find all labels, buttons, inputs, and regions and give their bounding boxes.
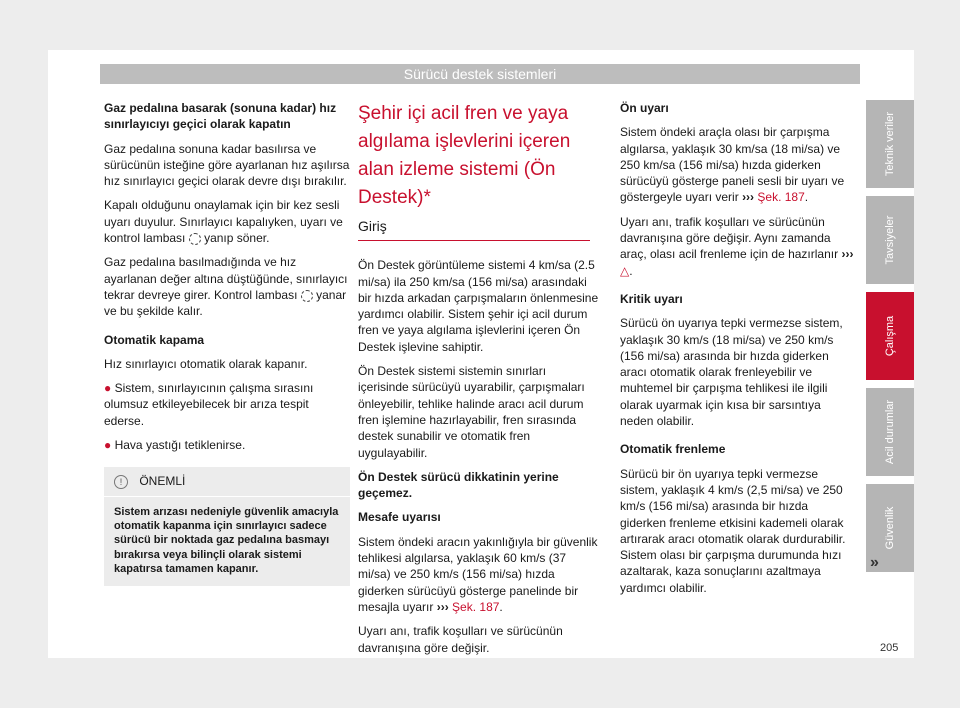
tab-emergencies[interactable]: Acil durumlar: [866, 388, 914, 476]
list-item: ● Hava yastığı tetiklenirse.: [104, 438, 246, 453]
paragraph: Ön Destek görüntüleme sistemi 4 km/sa (2.5 mi/sa) ila 250 km/sa (156 mi/sa) arasındaki bir hızda arkadan çarpışmaların önlenmesine yardımcı olabilir. Sistem şehir içi acil durum fren ve yaya algılama işlevlerini içeren Ön Destek işlevine sahiptir.: [358, 258, 599, 354]
heading-auto-braking: Otomatik frenleme: [620, 442, 726, 457]
figure-reference-link[interactable]: Şek. 187: [757, 190, 805, 205]
continue-arrow-icon: »: [870, 554, 879, 571]
page-number: 205: [880, 642, 899, 654]
column-right: [620, 100, 856, 604]
heading-auto-off: Otomatik kapama: [104, 332, 205, 347]
section-subtitle: Giriş: [358, 218, 387, 234]
notice-body: Sistem arızası nedeniyle güvenlik amacıyla otomatik kapanma için sınırlayıcı sadece sürücü bir noktada gaz pedalına basmayı bırakırsa veya bilinçli olarak sistemi kapatırsa tamamen kapanır.: [114, 505, 339, 575]
paragraph: Sistem öndeki araçla olası bir çarpışma algılarsa, yaklaşık 30 km/sa (18 mi/sa) ve 250 km/sa (156 mi/sa) hızda giderken sürücüyü gösterge paneli sesli bir uyarı ve göstergeyle uyarı verir ››› Şek. 187.: [620, 125, 845, 205]
bullet-icon: ●: [104, 438, 112, 453]
paragraph: Uyarı anı, trafik koşulları ve sürücünün davranışına göre değişir.: [358, 624, 563, 655]
paragraph: Sistem öndeki aracın yakınlığıyla bir güvenlik tehlikesi algılarsa, yaklaşık 60 km/s (37 mi/sa) ve 250 km/s (156 mi/sa) hızda giderken sürücüyü gösterge panelinde bir mesajla uyarır ››› Şek. 187.: [358, 534, 598, 614]
notice-header: ! ÖNEMLİ: [104, 467, 350, 496]
paragraph: Ön Destek sistemi sistemin sınırları içerisinde sürücüyü uyarabilir, çarpışmaları önleyebilir, tehlike halinde aracı acil durum fren işlemine hazırlayabilir, fren sırasında destek sunabilir ve otomatik fren uygulayabilir.: [358, 364, 585, 460]
heading-pre-warning: Ön uyarı: [620, 101, 669, 115]
section-header: Sürücü destek sistemleri: [100, 64, 860, 84]
paragraph: Uyarı anı, trafik koşulları ve sürücünün davranışına göre değişir. Aynı zamanda araç, olası acil frenleme için de hazırlanır ››› △.: [620, 214, 854, 278]
section-title: Şehir içi acil fren ve yaya algılama işlevlerini içeren alan izleme sistemi (Ön Destek)*: [358, 103, 571, 208]
tab-recommendations[interactable]: Tavsiyeler: [866, 196, 914, 284]
tab-technical-data[interactable]: Teknik veriler: [866, 100, 914, 188]
notice-box: [104, 467, 350, 586]
divider: [358, 240, 590, 241]
info-icon: !: [114, 475, 128, 489]
paragraph: Sürücü bir ön uyarıya tepki vermezse sistem, yaklaşık 4 km/s (2,5 mi/sa) ve 250 km/s (156 mi/sa) arasında bir hızda giderken frenleme etkisini kademeli olarak artırarak aracı otomatik olarak durdurabilir. Sistem olası bir çarpışma durumunda hızı azaltarak, kaza sonuçlarını azaltmaya yardımcı olabilir.: [620, 466, 846, 595]
list-item: ● Sistem, sınırlayıcının çalışma sırasını olumsuz etkileyebilecek bir arıza tespit ederse.: [104, 381, 314, 428]
bullet-icon: ●: [104, 381, 112, 396]
paragraph: Gaz pedalına basılmadığında ve hız ayarlanan değer altına düştüğünde, sınırlayıcı tekrar devreye girer. Kontrol lambası yanar ve bu şekilde kalır.: [104, 255, 348, 319]
speed-limiter-icon: [301, 290, 313, 302]
paragraph: Kapalı olduğunu onaylamak için bir kez sesli uyarı duyulur. Sınırlayıcı kapalıyken, uyarı ve kontrol lambası yanıp söner.: [104, 198, 343, 246]
paragraph: Sürücü ön uyarıya tepki vermezse sistem, yaklaşık 30 km/s (18 mi/sa) ve 250 km/s (156 mi/sa) arasında bir hızda giderken aracı otomatik olarak frenleyebilir ve muhtemel bir çarpışma tehlikesi ile ilgili olarak uyarmak için kısa bir sarsıntıya neden olabilir.: [620, 316, 843, 429]
heading-critical-warning: Kritik uyarı: [620, 291, 683, 306]
speed-limiter-icon: [189, 233, 201, 245]
heading-distance-warning: Mesafe uyarısı: [358, 510, 441, 525]
paragraph: Gaz pedalına sonuna kadar basılırsa ve sürücünün isteğine göre ayarlanan hız aşılırsa hız sınırlayıcı geçici olarak devre dışı bırakılır.: [104, 141, 350, 189]
column-left: [104, 100, 350, 586]
tab-operation[interactable]: Çalışma: [866, 292, 914, 380]
column-middle: [358, 100, 600, 664]
heading-attention: Ön Destek sürücü dikkatinin yerine geçemez.: [358, 469, 559, 501]
paragraph: Hız sınırlayıcı otomatik olarak kapanır.: [104, 356, 308, 371]
tab-safety[interactable]: Güvenlik: [866, 484, 914, 572]
figure-reference-link[interactable]: Şek. 187: [452, 599, 500, 614]
heading-limiter-override: Gaz pedalına basarak (sonuna kadar) hız sınırlayıcıyı geçici olarak kapatın: [104, 101, 337, 132]
warning-triangle-icon[interactable]: △: [620, 263, 630, 278]
